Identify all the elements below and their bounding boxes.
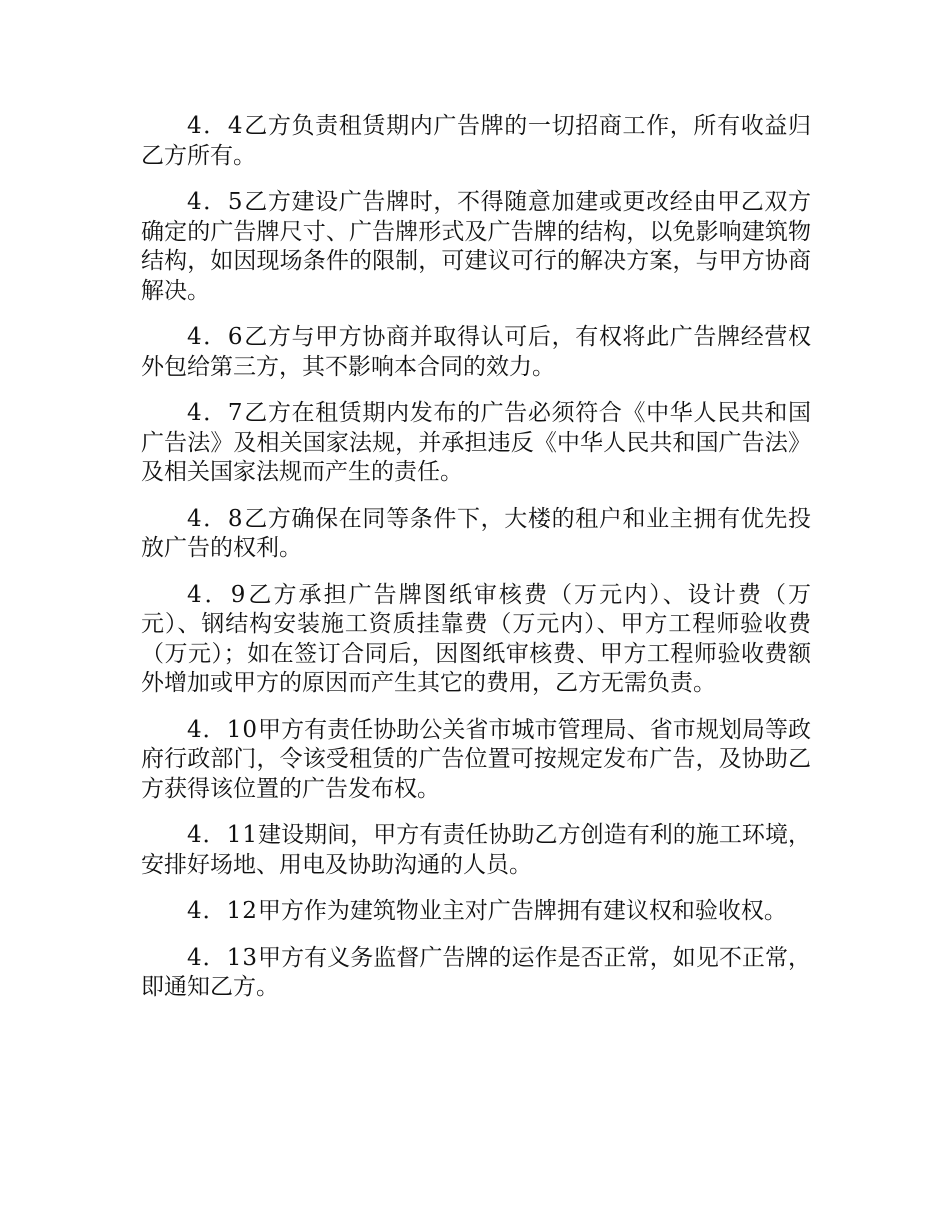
clause-number: 4．7 xyxy=(187,400,244,426)
clause-number: 4．4 xyxy=(187,113,244,139)
clause-number: 4．6 xyxy=(187,324,244,350)
clause-number: 4．9 xyxy=(187,581,247,608)
clause-text: 乙方确保在同等条件下，大楼的租户和业主拥有优先投放广告的权利。 xyxy=(141,505,811,561)
clause-text: 甲方有义务监督广告牌的运作是否正常，如见不正常，即通知乙方。 xyxy=(141,944,811,1000)
document-body xyxy=(141,112,811,1020)
clause-text: 甲方作为建筑物业主对广告牌拥有建议权和验收权。 xyxy=(257,898,787,924)
clause-number: 4．13 xyxy=(187,944,258,971)
clause-number: 4．5 xyxy=(187,189,244,215)
clause-text: 乙方负责租赁期内广告牌的一切招商工作，所有收益归乙方所有。 xyxy=(141,113,811,169)
clause-4-4 xyxy=(141,112,811,171)
clause-number: 4．10 xyxy=(187,716,258,743)
clause-4-10 xyxy=(141,716,811,805)
clause-text: 乙方与甲方协商并取得认可后，有权将此广告牌经营权外包给第三方，其不影响本合同的效力。 xyxy=(141,324,811,380)
clause-text: 建设期间，甲方有责任协助乙方创造有利的施工环境，安排好场地、用电及协助沟通的人员。 xyxy=(141,822,811,878)
clause-4-9 xyxy=(141,581,811,699)
clause-number: 4．11 xyxy=(187,822,258,848)
clause-text: 乙方承担广告牌图纸审核费（万元内）、设计费（万元）、钢结构安装施工资质挂靠费（万元内）、甲方工程师验收费（万元）；如在签订合同后，因图纸审核费、甲方工程师验收费额外增加或甲方的原因而产生其它的费用，乙方无需负责。 xyxy=(141,581,811,696)
clause-4-13 xyxy=(141,944,811,1003)
clause-4-8 xyxy=(141,505,811,564)
clause-4-12 xyxy=(141,897,811,927)
clause-text: 乙方建设广告牌时，不得随意加建或更改经由甲乙双方确定的广告牌尺寸、广告牌形式及广告牌的结构，以免影响建筑物结构，如因现场条件的限制，可建议可行的解决方案，与甲方协商解决。 xyxy=(141,189,811,304)
clause-4-11 xyxy=(141,821,811,880)
clause-4-7 xyxy=(141,399,811,488)
clause-4-6 xyxy=(141,323,811,382)
clause-number: 4．12 xyxy=(187,898,258,924)
clause-number: 4．8 xyxy=(187,505,244,532)
clause-4-5 xyxy=(141,188,811,306)
clause-text: 甲方有责任协助公关省市城市管理局、省市规划局等政府行政部门，令该受租赁的广告位置可按规定发布广告，及协助乙方获得该位置的广告发布权。 xyxy=(141,716,811,802)
clause-text: 乙方在租赁期内发布的广告必须符合《中华人民共和国广告法》及相关国家法规，并承担违反《中华人民共和国广告法》及相关国家法规而产生的责任。 xyxy=(141,400,811,485)
